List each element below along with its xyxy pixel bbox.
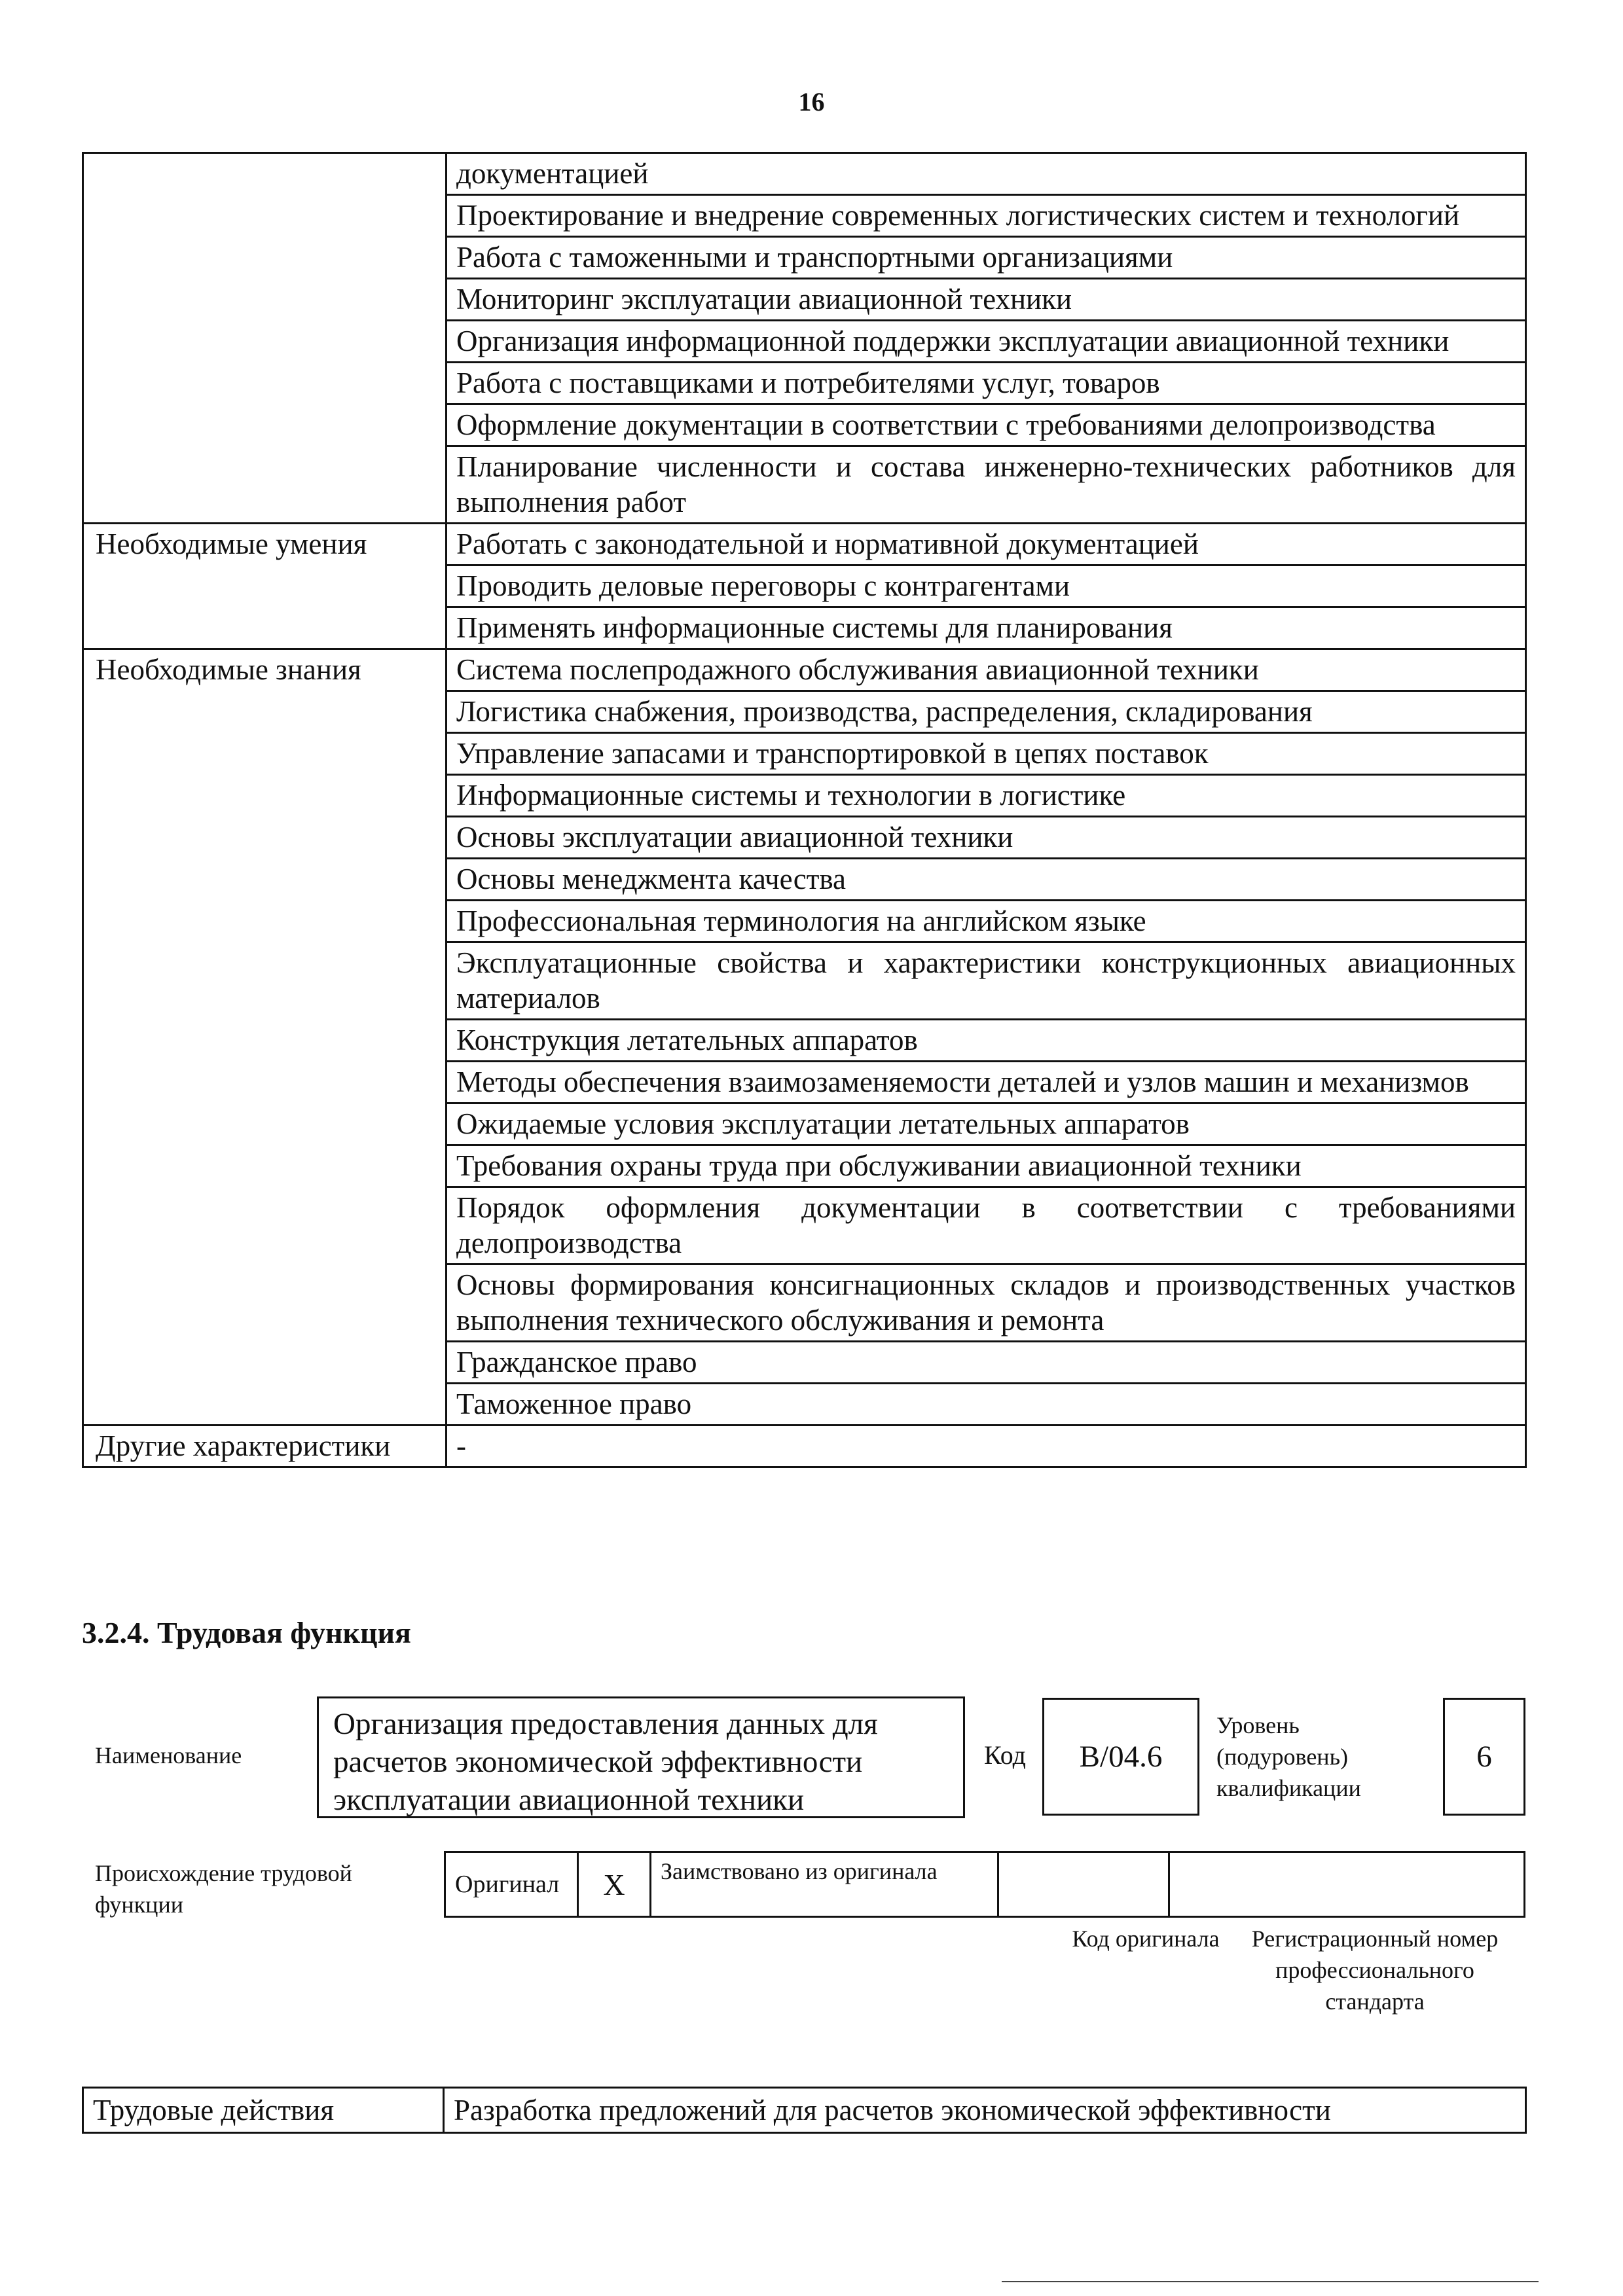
row-value: Проводить деловые переговоры с контрагентами xyxy=(447,565,1526,607)
reg-number-cell xyxy=(1169,1852,1525,1917)
table-row xyxy=(83,524,1526,565)
row-value: Основы менеджмента качества xyxy=(447,859,1526,901)
row-value: Порядок оформления документации в соответствии с требованиями делопроизводства xyxy=(447,1187,1526,1265)
row-label: Другие характеристики xyxy=(83,1426,447,1467)
level-label: Уровень (подуровень) квалификации xyxy=(1216,1712,1361,1801)
row-value: Профессиональная терминология на английском языке xyxy=(447,901,1526,942)
row-value: Мониторинг эксплуатации авиационной техники xyxy=(447,279,1526,321)
name-label: Наименование xyxy=(95,1742,242,1768)
row-value: документацией xyxy=(447,153,1526,195)
section-title: 3.2.4. Трудовая функция xyxy=(82,1616,411,1649)
original-code-cell xyxy=(998,1852,1169,1917)
row-value: Проектирование и внедрение современных логистических систем и технологий xyxy=(447,195,1526,237)
level-box xyxy=(1443,1698,1525,1816)
labor-actions-label: Трудовые действия xyxy=(93,2094,335,2126)
code-box xyxy=(1042,1698,1199,1816)
row-value: Работать с законодательной и нормативной документацией xyxy=(447,524,1526,565)
row-value: Система послепродажного обслуживания авиационной техники xyxy=(447,649,1526,691)
row-value: Основы формирования консигнационных складов и производственных участков выполнения технического обслуживания и ремонта xyxy=(447,1265,1526,1342)
row-label: Необходимые умения xyxy=(83,524,447,649)
table-row xyxy=(83,1426,1526,1467)
table-row xyxy=(83,153,1526,195)
row-value: Работа с таможенными и транспортными организациями xyxy=(447,237,1526,279)
code-label: Код xyxy=(984,1740,1026,1770)
footer-line xyxy=(1002,2281,1539,2282)
labor-actions-table xyxy=(82,2087,1527,2134)
row-value: Информационные системы и технологии в логистике xyxy=(447,775,1526,817)
original-code-label: Код оригинала xyxy=(1072,1926,1220,1952)
original-label: Оригинал xyxy=(455,1871,560,1898)
row-value: Применять информационные системы для планирования xyxy=(447,607,1526,649)
labor-actions-value: Разработка предложений для расчетов экономической эффективности xyxy=(454,2094,1331,2126)
row-value: Организация информационной поддержки эксплуатации авиационной техники xyxy=(447,321,1526,363)
row-value: Оформление документации в соответствии с требованиями делопроизводства xyxy=(447,404,1526,446)
level-value: 6 xyxy=(1476,1740,1492,1774)
origin-table xyxy=(444,1851,1525,1918)
page-number: 16 xyxy=(798,87,825,117)
row-value: Планирование численности и состава инженерно-технических работников для выполнения работ xyxy=(447,446,1526,524)
row-value: Гражданское право xyxy=(447,1342,1526,1384)
borrowed-label: Заимствовано из оригинала xyxy=(661,1858,938,1884)
row-value: Ожидаемые условия эксплуатации летательных аппаратов xyxy=(447,1103,1526,1145)
row-value: Таможенное право xyxy=(447,1384,1526,1426)
row-value: Логистика снабжения, производства, распределения, складирования xyxy=(447,691,1526,733)
row-value: Работа с поставщиками и потребителями услуг, товаров xyxy=(447,363,1526,404)
row-value: Конструкция летательных аппаратов xyxy=(447,1020,1526,1062)
table-row xyxy=(83,649,1526,691)
code-value: B/04.6 xyxy=(1079,1740,1163,1774)
function-name-box xyxy=(317,1696,965,1818)
original-mark: X xyxy=(603,1867,625,1901)
function-name-value: Организация предоставления данных для расчетов экономической эффективности эксплуатации авиационной техники xyxy=(333,1707,878,1817)
row-label xyxy=(83,153,447,524)
row-label: Необходимые знания xyxy=(83,649,447,1426)
row-value: Основы эксплуатации авиационной техники xyxy=(447,817,1526,859)
requirements-table xyxy=(82,152,1527,1468)
row-value: Управление запасами и транспортировкой в цепях поставок xyxy=(447,733,1526,775)
row-value: Требования охраны труда при обслуживании авиационной техники xyxy=(447,1145,1526,1187)
row-value: - xyxy=(447,1426,1526,1467)
row-value: Методы обеспечения взаимозаменяемости деталей и узлов машин и механизмов xyxy=(447,1062,1526,1103)
origin-label: Происхождение трудовой функции xyxy=(95,1860,352,1918)
row-value: Эксплуатационные свойства и характеристики конструкционных авиационных материалов xyxy=(447,942,1526,1020)
reg-number-label: Регистрационный номер профессионального стандарта xyxy=(1251,1926,1499,2015)
